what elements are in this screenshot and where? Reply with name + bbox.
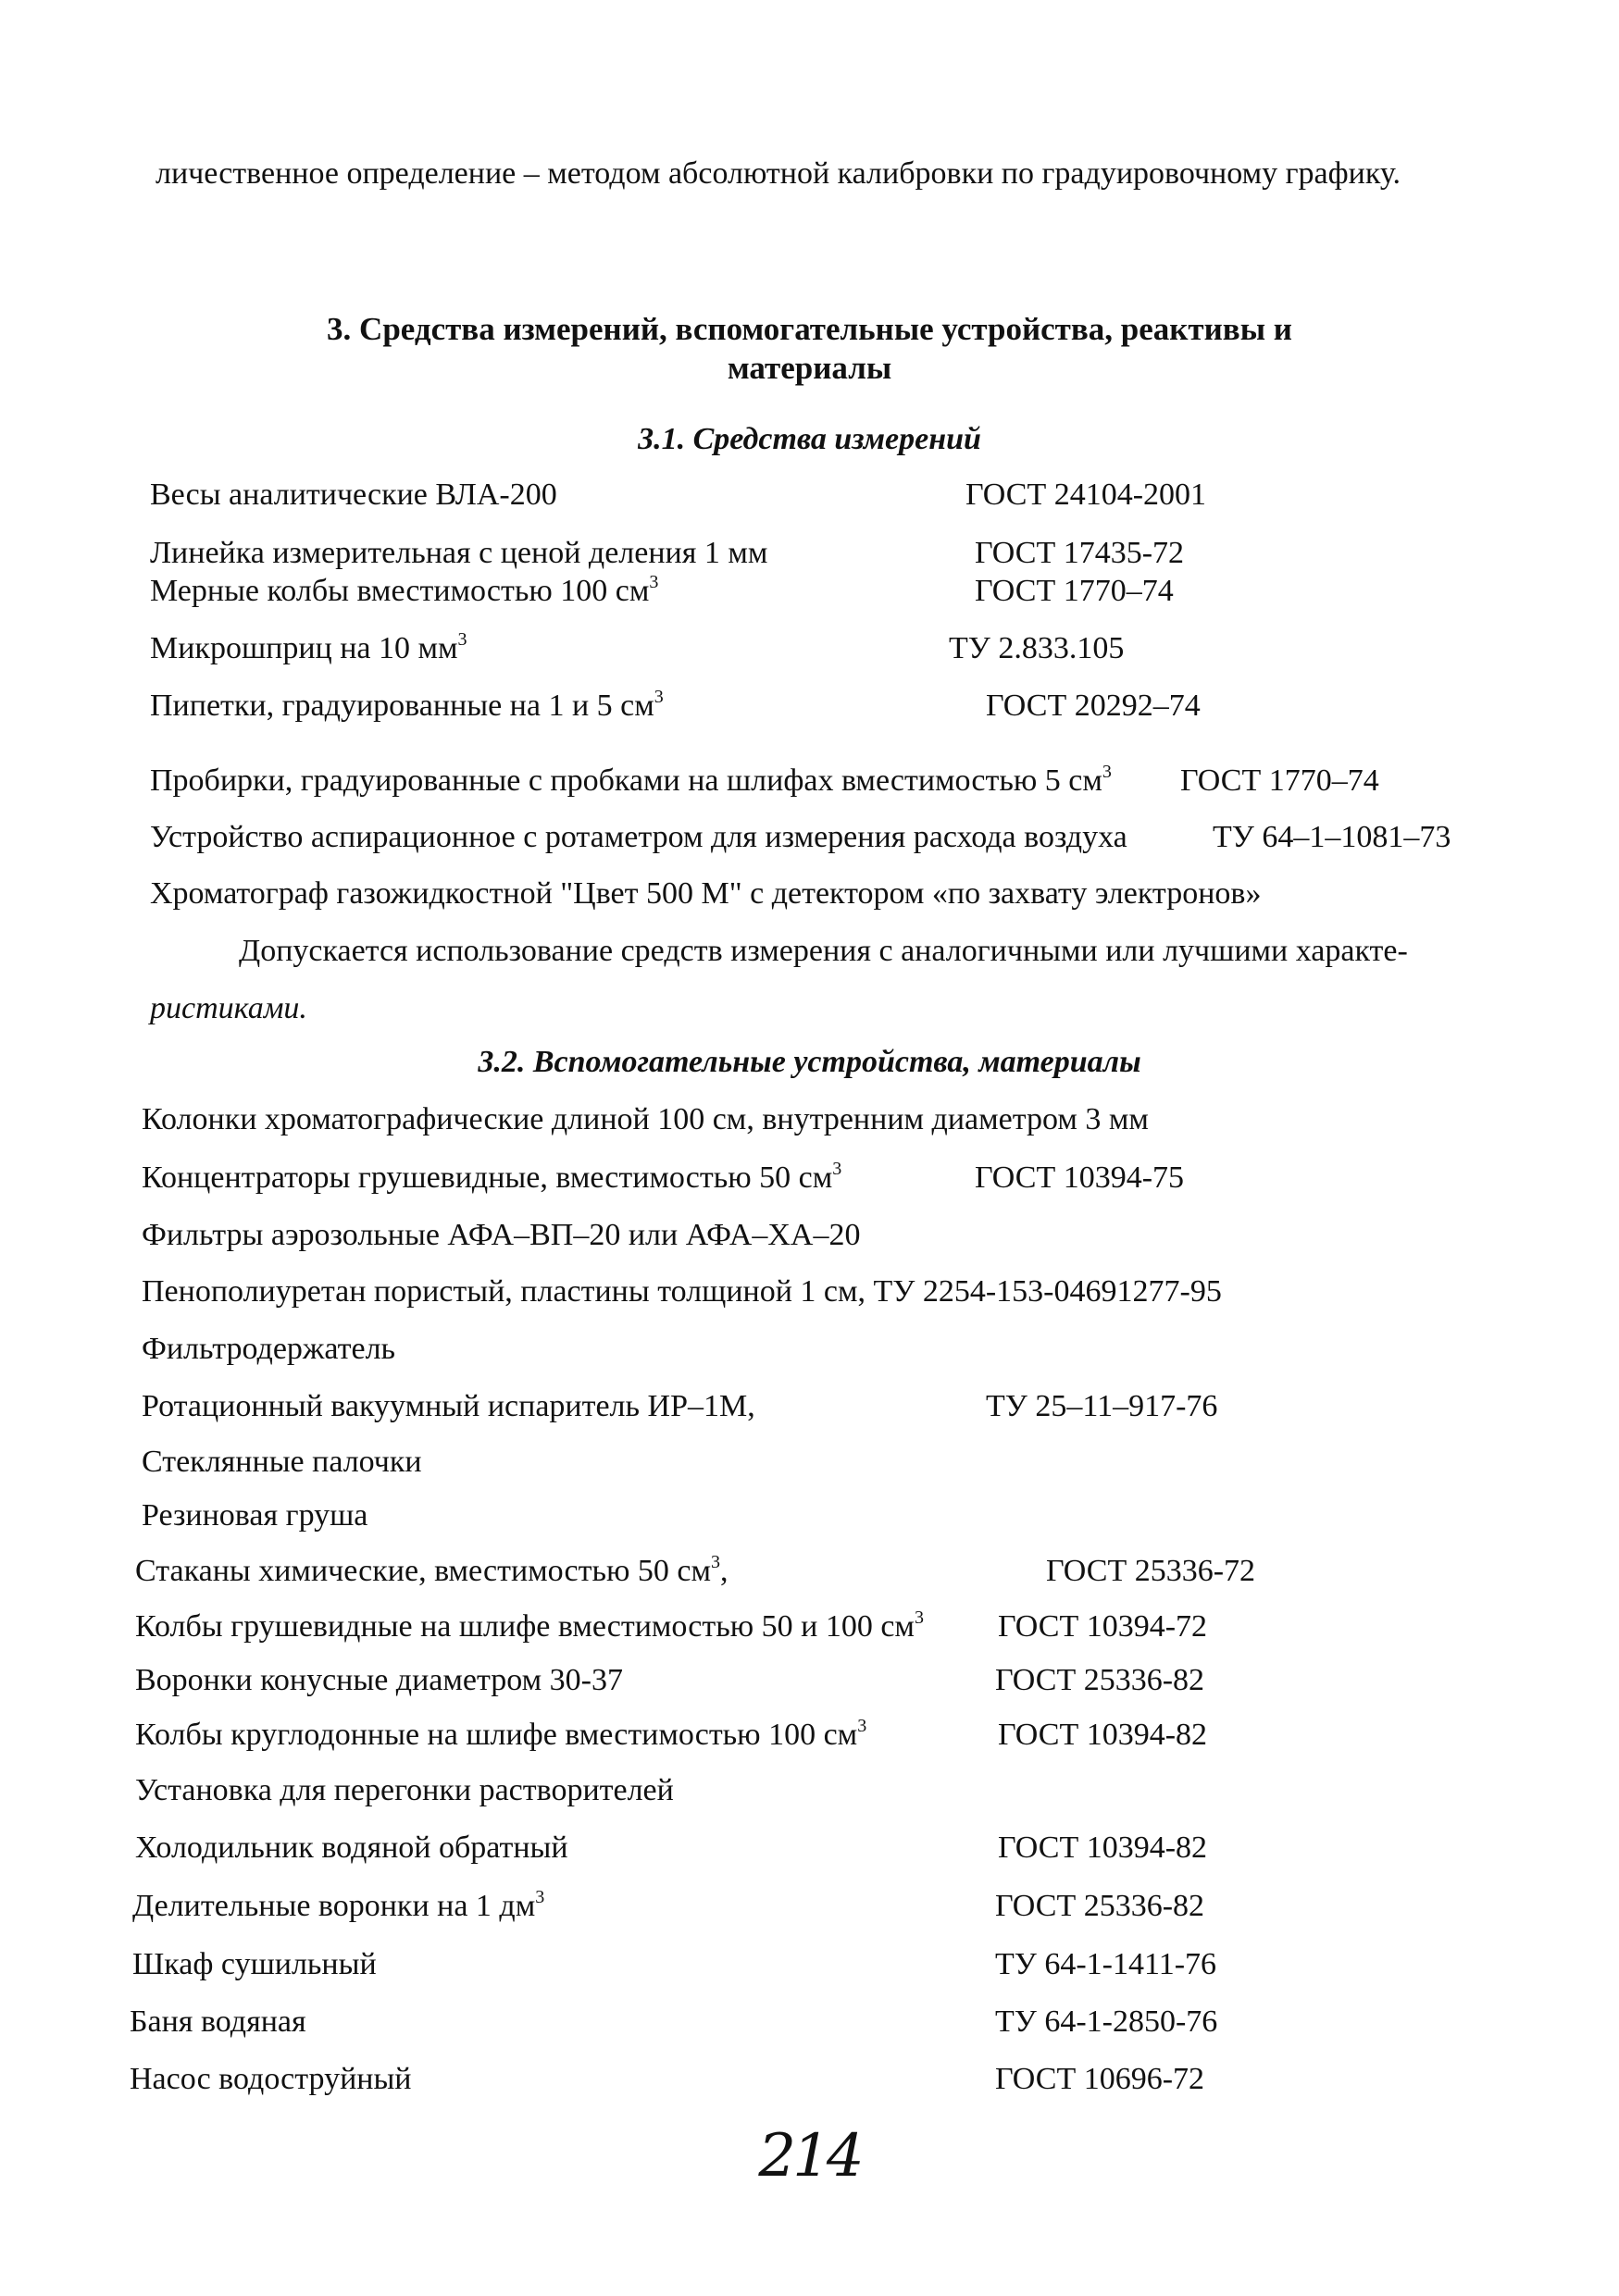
intro-text: личественное определение – методом абсолютной калибровки по градуировочному графику. (156, 156, 1401, 191)
list-item: Хроматограф газожидкостной "Цвет 500 М" с детектором «по захвату электронов» (150, 876, 1262, 911)
gost-code: ГОСТ 17435-72 (975, 536, 1185, 570)
section-3-2-title: 3.2. Вспомогательные устройства, материалы (478, 1045, 1141, 1079)
list-item: Пробирки, градуированные с пробками на шлифах вместимостью 5 $см^3$ (150, 762, 1112, 798)
list-item: Линейка измерительная с ценой деления 1 мм (150, 536, 768, 570)
section-3-title-line1: 3. Средства измерений, вспомогательные устройства, реактивы и (327, 311, 1292, 347)
gost-code: ГОСТ 10394-82 (998, 1718, 1208, 1752)
gost-code: ГОСТ 1770–74 (1180, 763, 1379, 798)
section-3-1-title: 3.1. Средства измерений (638, 422, 981, 456)
gost-code: ГОСТ 20292–74 (986, 689, 1201, 723)
list-item: Баня водяная (130, 2004, 306, 2039)
gost-code: ГОСТ 25336-72 (1046, 1554, 1256, 1588)
gost-code: ГОСТ 10394-72 (998, 1609, 1208, 1644)
list-item: Стеклянные палочки (142, 1445, 422, 1479)
list-item: Резиновая груша (142, 1498, 368, 1533)
gost-code: ГОСТ 10394-75 (975, 1160, 1185, 1195)
list-item: Холодильник водяной обратный (135, 1831, 568, 1865)
list-item: Шкаф сушильный (132, 1947, 377, 1981)
list-item: Пипетки, градуированные на 1 и 5 $см^3$ (150, 687, 664, 723)
tu-code: ТУ 25–11–917-76 (986, 1389, 1218, 1423)
list-item: Устройство аспирационное с ротаметром для измерения расхода воздуха (150, 820, 1127, 854)
list-item: Колонки хроматографические длиной 100 см, внутренним диаметром 3 мм (142, 1102, 1149, 1136)
gost-code: ГОСТ 1770–74 (975, 574, 1174, 608)
note-text-line1: Допускается использование средств измерения с аналогичными или лучшими характе- (239, 934, 1408, 968)
gost-code: ГОСТ 10394-82 (998, 1831, 1208, 1865)
list-item: Фильтродержатель (142, 1332, 396, 1366)
gost-code: ГОСТ 25336-82 (995, 1663, 1205, 1697)
page-number: 214 (758, 2122, 861, 2191)
section-3-title-line2: материалы (727, 350, 892, 386)
tu-code: ТУ 64-1-2850-76 (995, 2004, 1218, 2039)
list-item: Микрошприц на 10 $мм^3$ (150, 629, 467, 665)
list-item: Воронки конусные диаметром 30-37 (135, 1663, 623, 1697)
list-item: Весы аналитические ВЛА-200 (150, 478, 557, 512)
note-text-line2: ристиками. (150, 991, 307, 1025)
list-item: Колбы грушевидные на шлифе вместимостью 50 и 100 $см^3$ (135, 1607, 924, 1644)
gost-code: ГОСТ 10696-72 (995, 2062, 1205, 2096)
list-item: Стаканы химические, вместимостью 50 $см^3$, (135, 1552, 729, 1588)
list-item: Делительные воронки на 1 $дм^3$ (132, 1887, 545, 1923)
list-item: Концентраторы грушевидные, вместимостью 50 $см^3$ (142, 1159, 842, 1195)
tu-code: ТУ 64–1–1081–73 (1213, 820, 1451, 854)
tu-code: ТУ 2.833.105 (949, 631, 1125, 665)
list-item: Насос водоструйный (130, 2062, 412, 2096)
gost-code: ГОСТ 25336-82 (995, 1889, 1205, 1923)
tu-code: ТУ 64-1-1411-76 (995, 1947, 1217, 1981)
list-item: Установка для перегонки растворителей (135, 1773, 674, 1807)
gost-code: ГОСТ 24104-2001 (965, 478, 1207, 512)
list-item: Пенополиуретан пористый, пластины толщиной 1 см, ТУ 2254-153-04691277-95 (142, 1274, 1222, 1309)
list-item: Мерные колбы вместимостью 100 $см^3$ (150, 572, 659, 608)
list-item: Колбы круглодонные на шлифе вместимостью 100 $см^3$ (135, 1716, 867, 1752)
list-item: Ротационный вакуумный испаритель ИР–1М, (142, 1389, 755, 1423)
list-item: Фильтры аэрозольные АФА–ВП–20 или АФА–ХА–20 (142, 1218, 861, 1252)
